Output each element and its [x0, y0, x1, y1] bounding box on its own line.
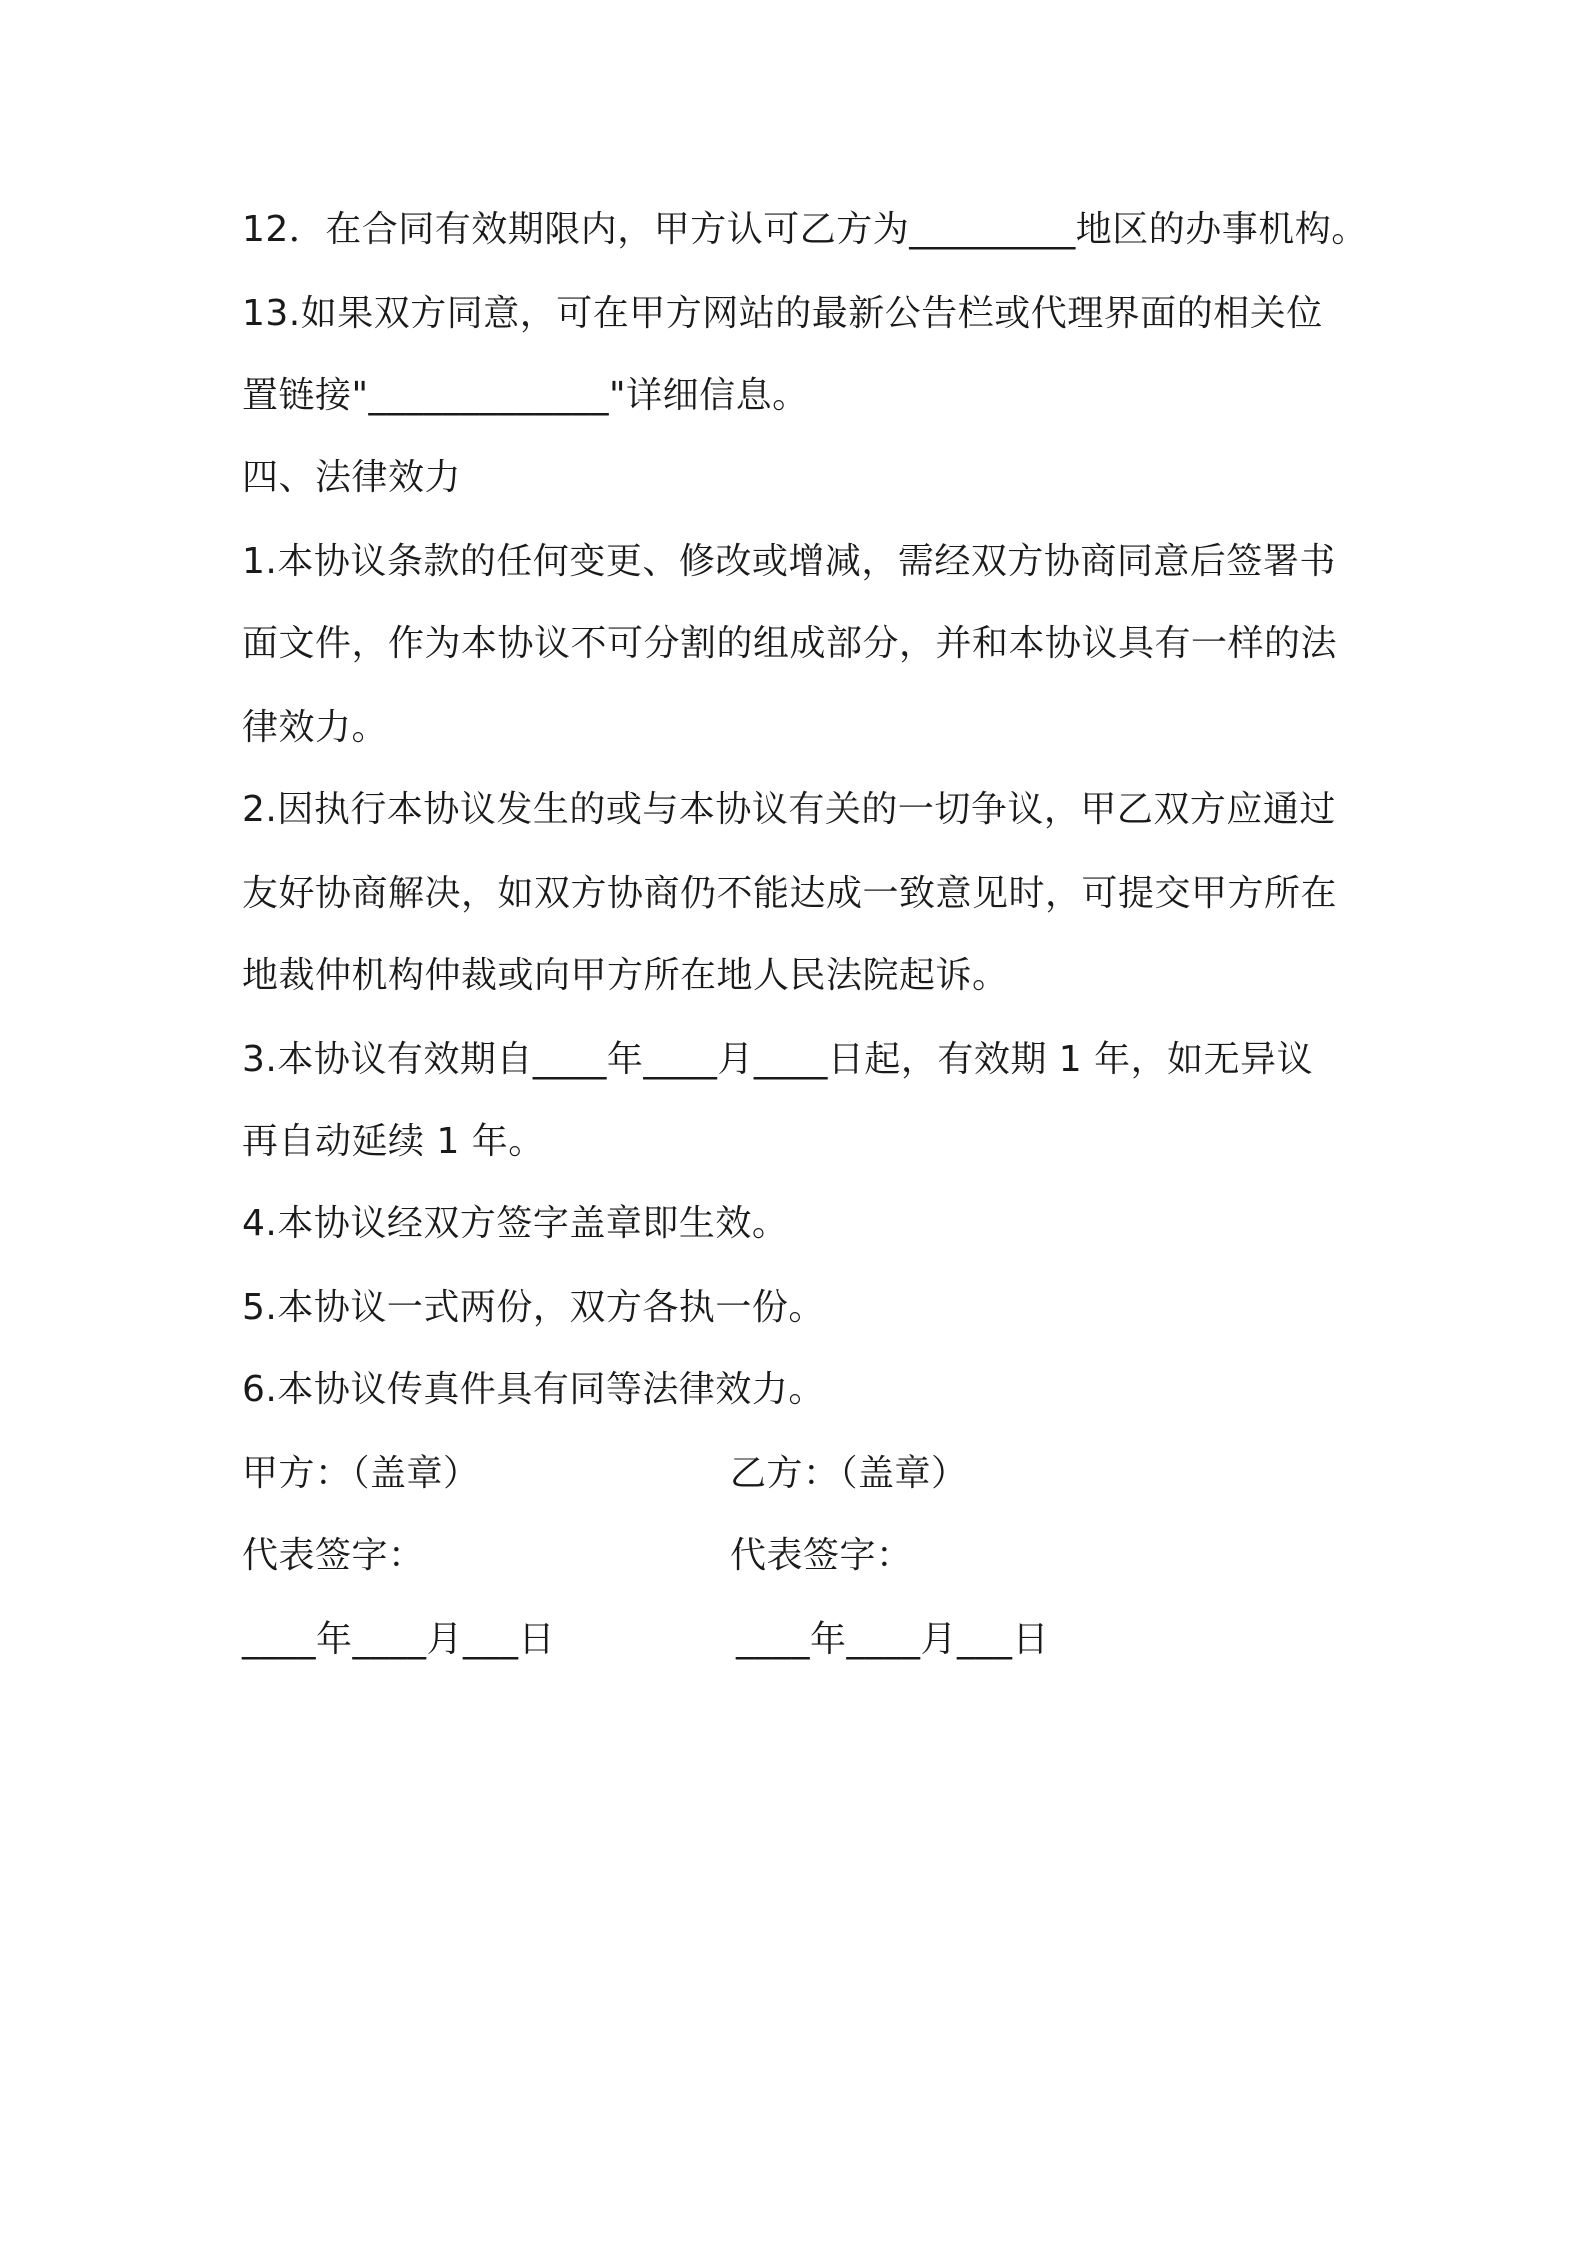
clause-2-line-1: 2.因执行本协议发生的或与本协议有关的一切争议，甲乙双方应通过 — [242, 789, 1336, 830]
clause-3-line-2: 再自动延续 1 年。 — [242, 1121, 545, 1162]
section-heading-legal-effect: 四、法律效力 — [242, 457, 462, 498]
clause-13-line-1: 13.如果双方同意，可在甲方网站的最新公告栏或代理界面的相关位 — [242, 293, 1323, 334]
party-b-date: ____年____月___日 — [736, 1619, 1050, 1660]
party-b-representative: 代表签字： — [730, 1535, 913, 1576]
clause-13-line-2: 置链接"_____________"详细信息。 — [242, 375, 809, 416]
party-a-representative: 代表签字： — [242, 1535, 425, 1576]
clause-12: 12．在合同有效期限内，甲方认可乙方为_________地区的办事机构。 — [242, 209, 1368, 250]
clause-6: 6.本协议传真件具有同等法律效力。 — [242, 1369, 825, 1410]
clause-4: 4.本协议经双方签字盖章即生效。 — [242, 1203, 789, 1244]
clause-2-line-2: 友好协商解决，如双方协商仍不能达成一致意见时，可提交甲方所在 — [242, 873, 1338, 914]
clause-5: 5.本协议一式两份，双方各执一份。 — [242, 1287, 825, 1328]
clause-3-line-1: 3.本协议有效期自____年____月____日起，有效期 1 年，如无异议 — [242, 1039, 1314, 1080]
party-a-seal: 甲方：（盖章） — [242, 1453, 480, 1494]
party-b-seal: 乙方：（盖章） — [730, 1453, 968, 1494]
clause-1-line-1: 1.本协议条款的任何变更、修改或增减，需经双方协商同意后签署书 — [242, 541, 1336, 582]
clause-1-line-3: 律效力。 — [242, 707, 389, 748]
clause-1-line-2: 面文件，作为本协议不可分割的组成部分，并和本协议具有一样的法 — [242, 623, 1338, 664]
party-a-date: ____年____月___日 — [242, 1619, 556, 1660]
clause-2-line-3: 地裁仲机构仲裁或向甲方所在地人民法院起诉。 — [242, 955, 1009, 996]
